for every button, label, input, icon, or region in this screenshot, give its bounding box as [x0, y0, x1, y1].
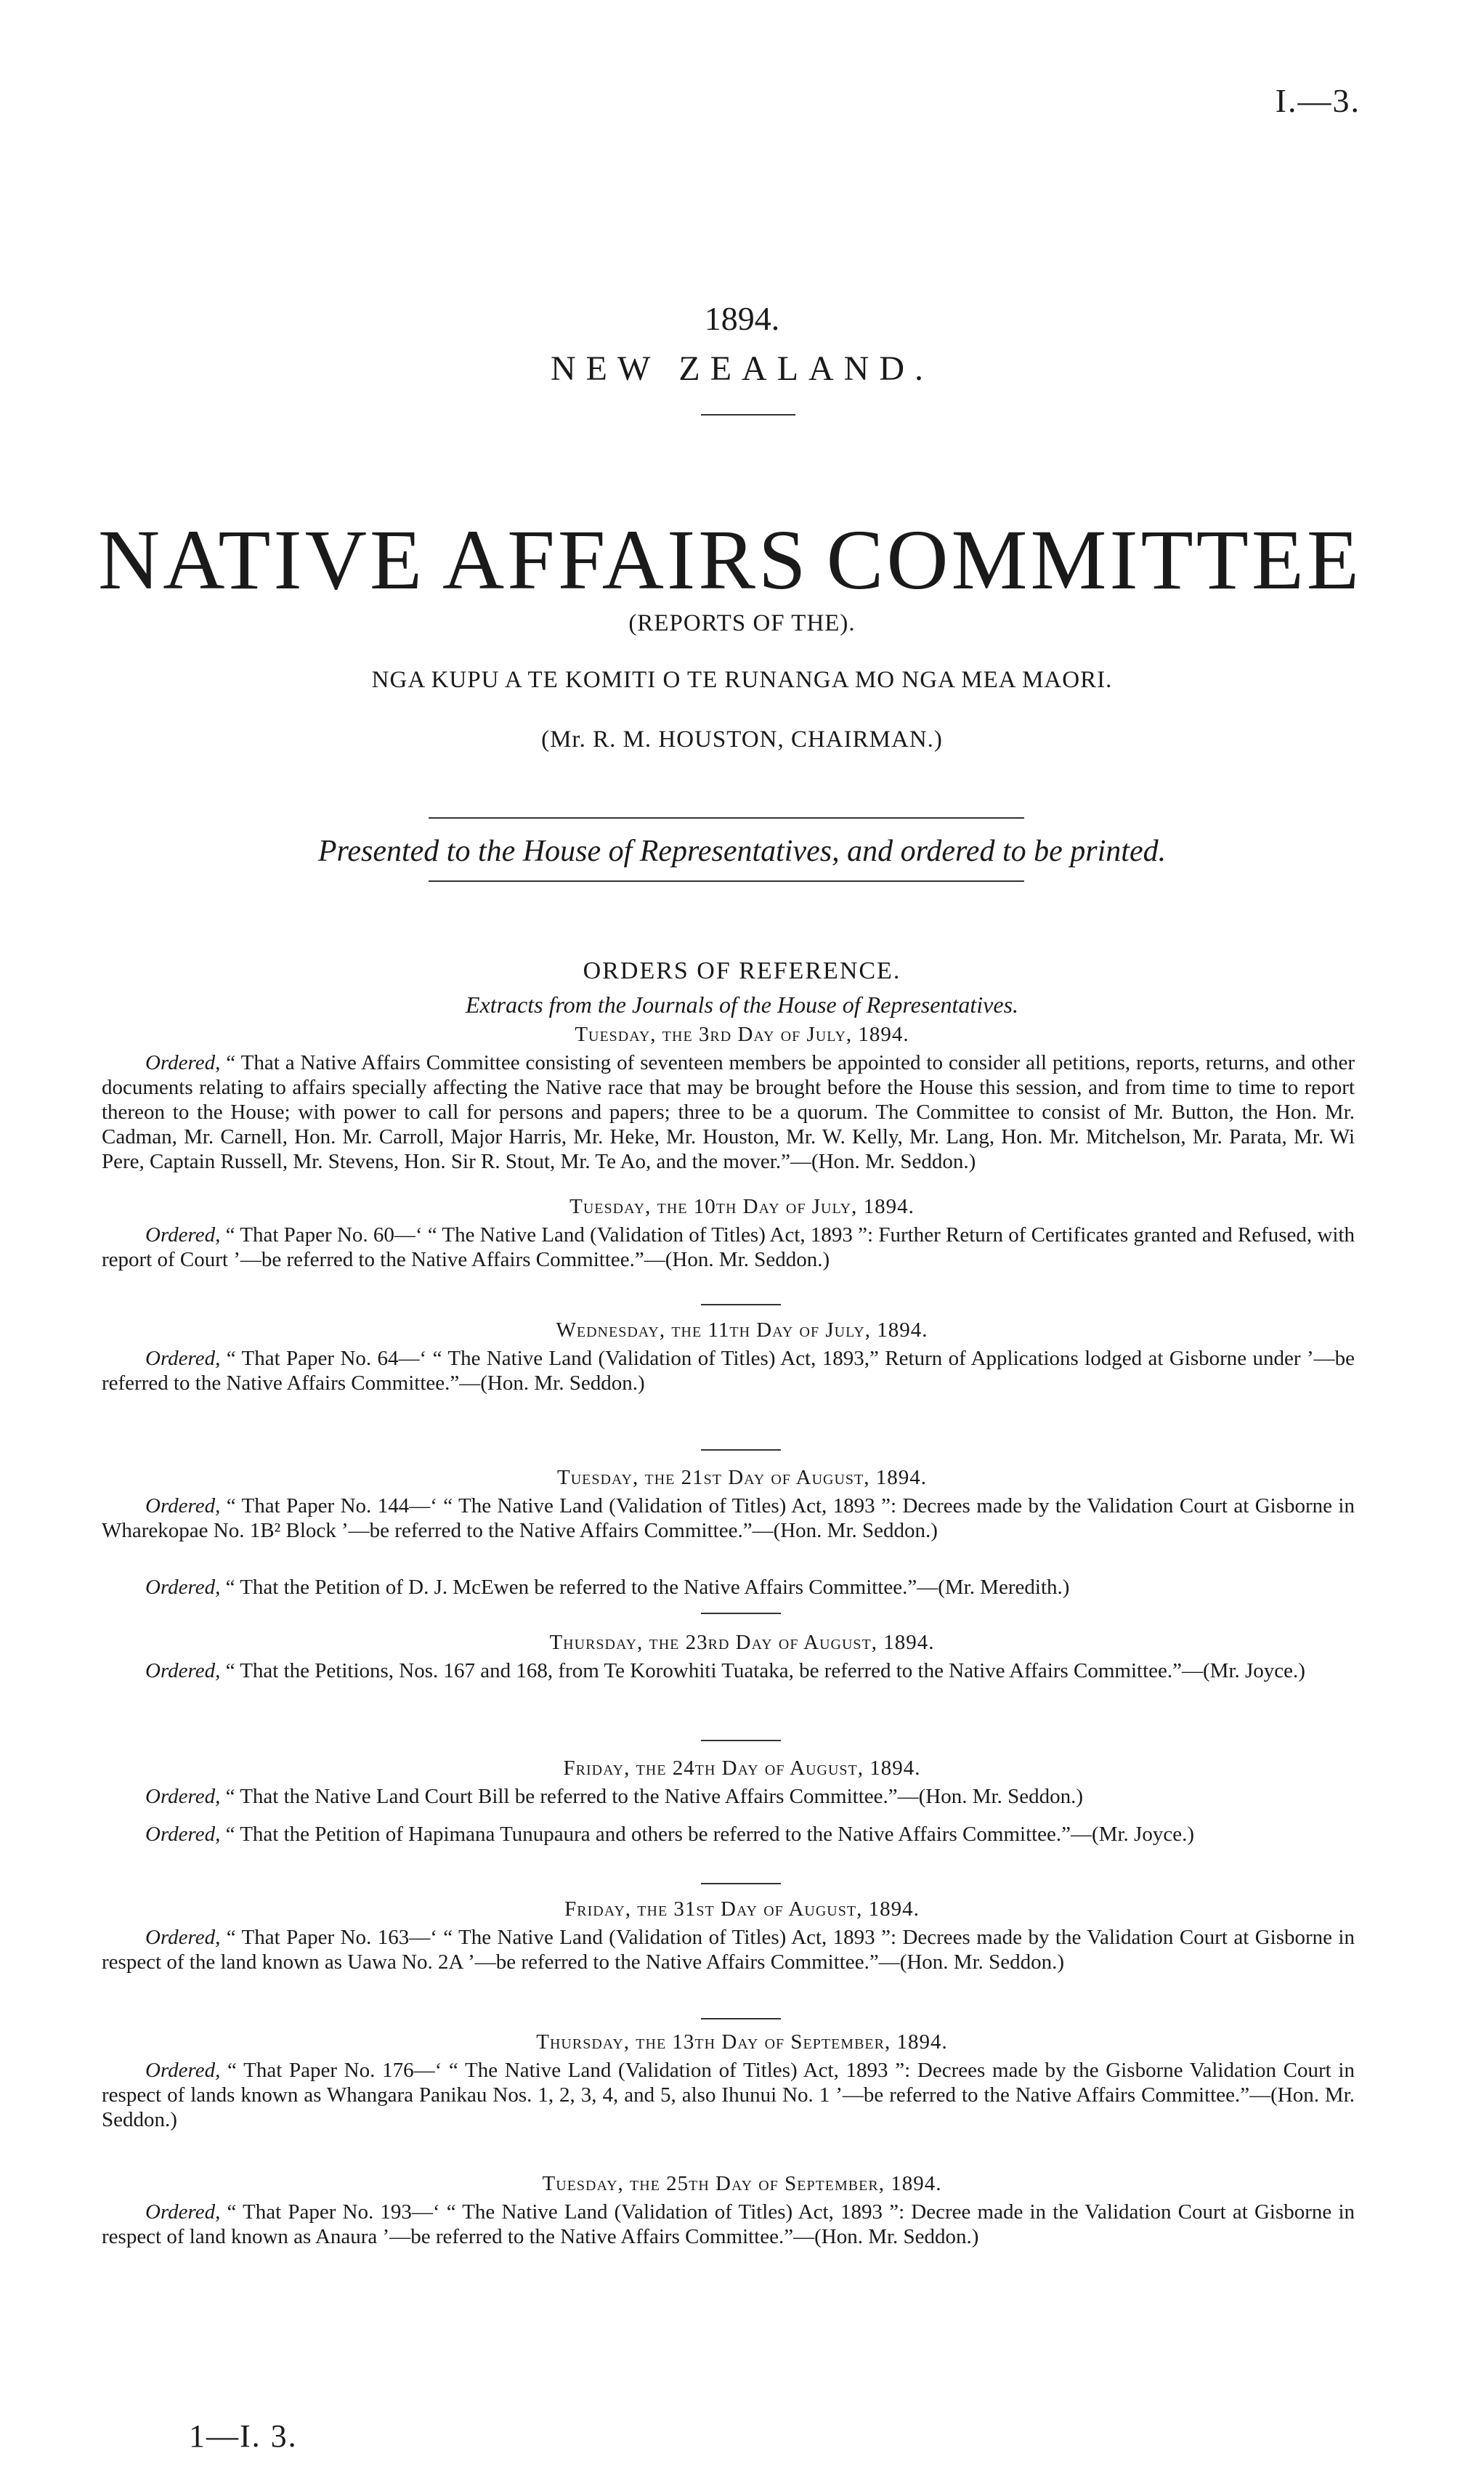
divider: [701, 1449, 781, 1451]
order-paragraph: Ordered, “ That Paper No. 176—‘ “ The Native Land (Validation of Titles) Act, 1893 ”: Decrees made by the Gisborne Validation Court in respect of lands known as Whangara Panikau Nos. 1, 2, 3, 4, and 5, also Ihunui No. 1 ’—be referred to the Native Affairs Committee.”—(Hon. Mr. Seddon.): [102, 2059, 1355, 2131]
divider: [701, 1740, 781, 1741]
divider: [701, 1883, 781, 1884]
order-paragraph: Ordered, “ That the Petition of Hapimana Tunupaura and others be referred to the Native Affairs Committee.”—(Mr. Joyce.): [145, 1823, 1194, 1846]
maori-title: NGA KUPU A TE KOMITI O TE RUNANGA MO NGA MEA MAORI.: [371, 667, 1113, 693]
country-heading: NEW ZEALAND.: [550, 349, 934, 388]
order-paragraph: Ordered, “ That the Native Land Court Bill be referred to the Native Affairs Committee.”—(Hon. Mr. Seddon.): [145, 1785, 1083, 1808]
divider: [701, 1304, 781, 1305]
title-word-3: COMMITTEE: [826, 512, 1362, 607]
divider: [701, 414, 795, 416]
orders-heading: ORDERS OF REFERENCE.: [583, 957, 901, 984]
entry-date: Friday, the 31st Day of August, 1894.: [564, 1897, 920, 1921]
entry-date: Thursday, the 13th Day of September, 1894.: [536, 2030, 948, 2054]
document-title: [98, 512, 1362, 607]
divider: [429, 817, 1024, 819]
page-reference: I.—3.: [1275, 82, 1361, 119]
divider: [701, 1613, 781, 1614]
year: 1894.: [704, 300, 780, 337]
extracts-line: Extracts from the Journals of the House of Representatives.: [465, 992, 1019, 1018]
entry-date: Thursday, the 23rd Day of August, 1894.: [549, 1631, 935, 1654]
order-paragraph: Ordered, “ That Paper No. 64—‘ “ The Native Land (Validation of Titles) Act, 1893,” Return of Applications lodged at Gisborne under ’—be referred to the Native Affairs Committee.”—(Hon. Mr. Seddon.): [102, 1347, 1355, 1395]
divider: [429, 880, 1024, 882]
entry-date: Tuesday, the 21st Day of August, 1894.: [556, 1466, 928, 1489]
entry-date: Tuesday, the 25th Day of September, 1894.: [542, 2172, 942, 2195]
order-paragraph: Ordered, “ That Paper No. 144—‘ “ The Native Land (Validation of Titles) Act, 1893 ”: Decrees made by the Validation Court at Gisborne in Wharekopae No. 1B² Block ’—be referred to the Native Affairs Committee.”—(Hon. Mr. Seddon.): [102, 1494, 1355, 1542]
title-word-1: NATIVE: [98, 512, 426, 607]
order-paragraph: Ordered, “ That Paper No. 193—‘ “ The Native Land (Validation of Titles) Act, 1893 ”: Decree made in the Validation Court at Gisborne in respect of land known as Anaura ’—be referred to the Native Affairs Committee.”—(Hon. Mr. Seddon.): [102, 2200, 1355, 2248]
chairman-line: (Mr. R. M. HOUSTON, CHAIRMAN.): [541, 726, 943, 753]
entry-date: Tuesday, the 10th Day of July, 1894.: [569, 1195, 915, 1218]
title-word-2: AFFAIRS: [442, 512, 809, 607]
order-paragraph: Ordered, “ That the Petitions, Nos. 167 and 168, from Te Korowhiti Tuataka, be referred to the Native Affairs Committee.”—(Mr. Joyce.): [145, 1659, 1305, 1682]
order-paragraph: Ordered, “ That a Native Affairs Committee consisting of seventeen members be appointed to consider all petitions, reports, returns, and other documents relating to affairs specially affecting the Native race that may be brought before the House this session, and from time to time to report thereon to the House; with power to call for persons and papers; three to be a quorum. The Committee to consist of Mr. Button, the Hon. Mr. Cadman, Mr. Carnell, Hon. Mr. Carroll, Major Harris, Mr. Heke, Mr. Houston, Mr. W. Kelly, Mr. Lang, Hon. Mr. Mitchelson, Mr. Parata, Mr. Wi Pere, Captain Russell, Mr. Stevens, Hon. Sir R. Stout, Mr. Te Ao, and the mover.”—(Hon. Mr. Seddon.): [102, 1051, 1355, 1173]
page-footer: 1—I. 3.: [189, 2418, 298, 2454]
entry-date: Wednesday, the 11th Day of July, 1894.: [556, 1318, 928, 1342]
order-paragraph: Ordered, “ That the Petition of D. J. McEwen be referred to the Native Affairs Committee.”—(Mr. Meredith.): [145, 1576, 1070, 1599]
subtitle: (REPORTS OF THE).: [628, 610, 856, 636]
presented-line: Presented to the House of Representatives, and ordered to be printed.: [317, 835, 1167, 868]
divider: [701, 2018, 781, 2019]
order-paragraph: Ordered, “ That Paper No. 60—‘ “ The Native Land (Validation of Titles) Act, 1893 ”: Further Return of Certificates granted and Refused, with report of Court ’—be referred to the Native Affairs Committee.”—(Hon. Mr. Seddon.): [102, 1223, 1355, 1271]
entry-date: Friday, the 24th Day of August, 1894.: [563, 1756, 921, 1780]
entry-date: Tuesday, the 3rd Day of July, 1894.: [575, 1023, 909, 1046]
order-paragraph: Ordered, “ That Paper No. 163—‘ “ The Native Land (Validation of Titles) Act, 1893 ”: Decrees made by the Validation Court at Gisborne in respect of the land known as Uawa No. 2A ’—be referred to the Native Affairs Committee.”—(Hon. Mr. Seddon.): [102, 1926, 1355, 1974]
